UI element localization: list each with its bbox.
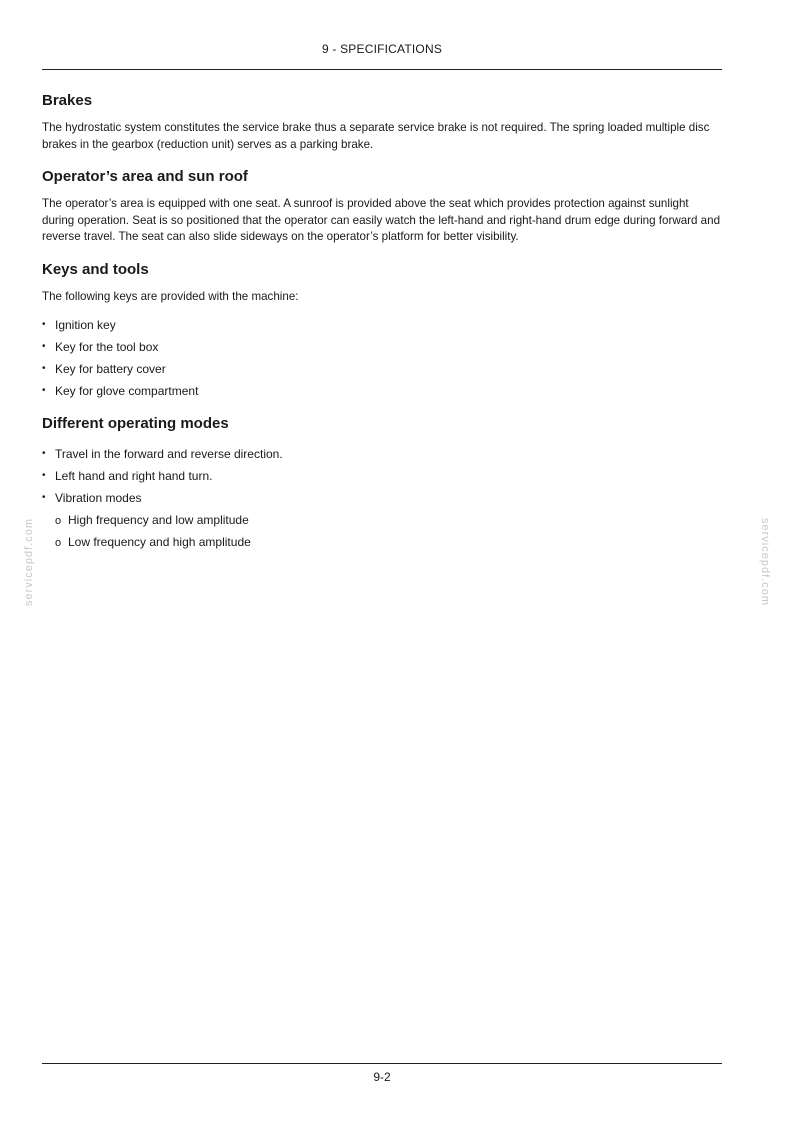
footer-divider <box>42 1063 722 1064</box>
list-item: • Key for glove compartment <box>42 380 724 402</box>
watermark-right: servicepdf.com <box>759 518 771 606</box>
operating-modes-list <box>42 443 724 509</box>
list-item: • Vibration modes <box>42 487 724 509</box>
list-item: • Ignition key <box>42 314 724 336</box>
section-brakes <box>42 91 724 153</box>
page-header: 9 - SPECIFICATIONS <box>321 42 443 56</box>
keys-list <box>42 314 724 402</box>
section-heading-keys-tools: Keys and tools <box>42 260 149 278</box>
section-heading-brakes: Brakes <box>42 92 93 109</box>
page-content <box>42 91 724 553</box>
section-heading-operator-area: Operator’s area and sun roof <box>42 168 248 185</box>
sub-list-item: o Low frequency and high amplitude <box>55 531 724 553</box>
section-intro-keys-tools: The following keys are provided with the machine: <box>42 289 299 303</box>
section-operating-modes <box>42 414 724 553</box>
list-item: • Key for the tool box <box>42 336 724 358</box>
vibration-modes-sublist <box>42 509 724 553</box>
list-item: • Travel in the forward and reverse direction. <box>42 443 724 465</box>
page-number: 9-2 <box>373 1070 391 1084</box>
watermark-left: servicepdf.com <box>23 518 35 606</box>
section-body-brakes: The hydrostatic system constitutes the service brake thus a separate service brake is not required. The spring loaded multiple disc brakes in the gearbox (reduction unit) serves as a parking brake. <box>42 121 710 151</box>
sub-list-item: o High frequency and low amplitude <box>55 509 724 531</box>
section-body-operator-area: The operator’s area is equipped with one seat. A sunroof is provided above the seat which provides protection against sunlight during operation. Seat is so positioned that the operator can easily watch the left-hand and right-hand drum edge during forward and reverse travel. The seat can also slide sideways on the operator’s platform for better visibility. <box>42 197 721 243</box>
section-operator-area <box>42 167 724 246</box>
section-heading-operating-modes: Different operating modes <box>42 415 229 432</box>
list-item: • Left hand and right hand turn. <box>42 465 724 487</box>
header-divider <box>42 69 722 70</box>
section-keys-tools <box>42 260 724 403</box>
list-item: • Key for battery cover <box>42 358 724 380</box>
